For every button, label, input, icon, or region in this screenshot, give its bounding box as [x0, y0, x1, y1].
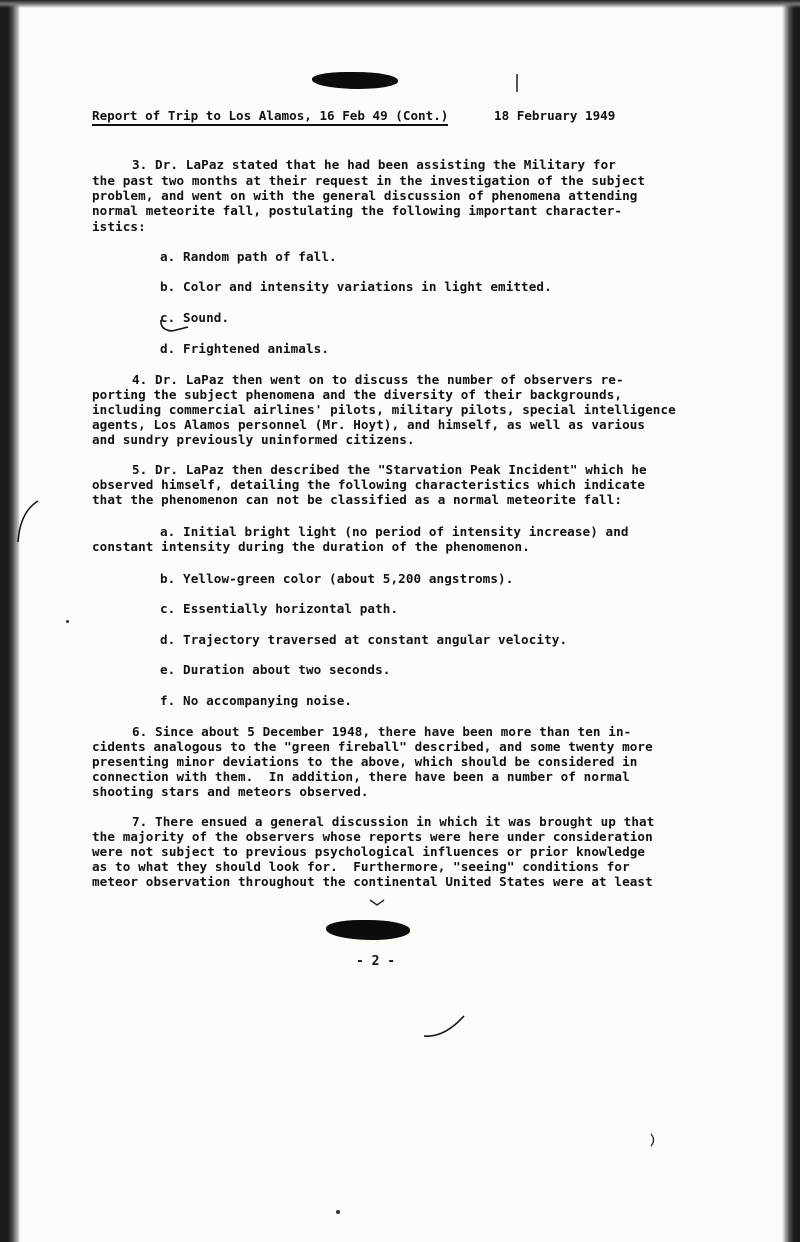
report-header: [92, 108, 622, 126]
body-line: the past two months at their request in the investigation of the subject: [92, 173, 646, 188]
scan-edge-top: [0, 0, 800, 8]
pen-mark-check: [158, 318, 192, 334]
classification-redaction-top: [312, 72, 398, 89]
list-item: b. Color and intensity variations in light emitted.: [160, 279, 552, 294]
body-line: that the phenomenon can not be classified as a normal meteorite fall:: [92, 492, 623, 507]
list-item: a. Random path of fall.: [160, 249, 337, 264]
list-item: c. Essentially horizontal path.: [160, 601, 399, 616]
body-line: 5. Dr. LaPaz then described the "Starvation Peak Incident" which he: [132, 462, 647, 477]
pen-mark-bottom: [422, 1012, 468, 1042]
body-line: agents, Los Alamos personnel (Mr. Hoyt), and himself, as well as various: [92, 417, 646, 432]
body-line: cidents analogous to the "green fireball" described, and some twenty more: [92, 739, 653, 754]
scan-mark-tick: [516, 74, 518, 92]
body-line: 4. Dr. LaPaz then went on to discuss the number of observers re-: [132, 372, 624, 387]
list-item: d. Frightened animals.: [160, 341, 330, 356]
report-title: Report of Trip to Los Alamos, 16 Feb 49 (Cont.): [92, 108, 449, 123]
report-title-underline: [92, 124, 448, 126]
margin-pen-mark: [14, 498, 42, 546]
list-item: d. Trajectory traversed at constant angular velocity.: [160, 632, 568, 647]
list-item: a. Initial bright light (no period of intensity increase) and: [160, 524, 629, 539]
body-line: connection with them. In addition, there have been a number of normal: [92, 769, 630, 784]
body-line: were not subject to previous psychological influences or prior knowledge: [92, 844, 646, 859]
list-item: e. Duration about two seconds.: [160, 662, 391, 677]
scan-speck: [66, 620, 69, 623]
scan-edge-right: [782, 0, 800, 1242]
body-line: istics:: [92, 219, 146, 234]
body-line: normal meteorite fall, postulating the following important character-: [92, 203, 623, 218]
list-item: c. Sound.: [160, 310, 230, 325]
body-line: presenting minor deviations to the above, which should be considered in: [92, 754, 638, 769]
body-line: as to what they should look for. Furthermore, "seeing" conditions for: [92, 859, 630, 874]
body-line: problem, and went on with the general discussion of phenomena attending: [92, 188, 638, 203]
scan-mark-paren: [648, 1132, 658, 1148]
scan-speck: [336, 1210, 340, 1214]
list-item: constant intensity during the duration of the phenomenon.: [92, 539, 530, 554]
body-line: the majority of the observers whose reports were here under consideration: [92, 829, 653, 844]
body-line: including commercial airlines' pilots, military pilots, special intelligence: [92, 402, 676, 417]
report-date: 18 February 1949: [494, 108, 616, 123]
body-line: and sundry previously uninformed citizens.: [92, 432, 415, 447]
body-line: 7. There ensued a general discussion in which it was brought up that: [132, 814, 655, 829]
page-number: - 2 -: [356, 954, 396, 969]
body-line: 6. Since about 5 December 1948, there have been more than ten in-: [132, 724, 632, 739]
body-line: porting the subject phenomena and the diversity of their backgrounds,: [92, 387, 623, 402]
list-item: f. No accompanying noise.: [160, 693, 353, 708]
body-line: observed himself, detailing the following characteristics which indicate: [92, 477, 646, 492]
body-line: shooting stars and meteors observed.: [92, 784, 369, 799]
list-item: b. Yellow-green color (about 5,200 angstroms).: [160, 571, 514, 586]
scan-edge-left: [0, 0, 20, 1242]
body-line: 3. Dr. LaPaz stated that he had been assisting the Military for: [132, 157, 616, 172]
classification-redaction-bottom: [326, 920, 410, 940]
scan-mark-caret: [368, 898, 386, 908]
body-line: meteor observation throughout the continental United States were at least: [92, 874, 653, 889]
